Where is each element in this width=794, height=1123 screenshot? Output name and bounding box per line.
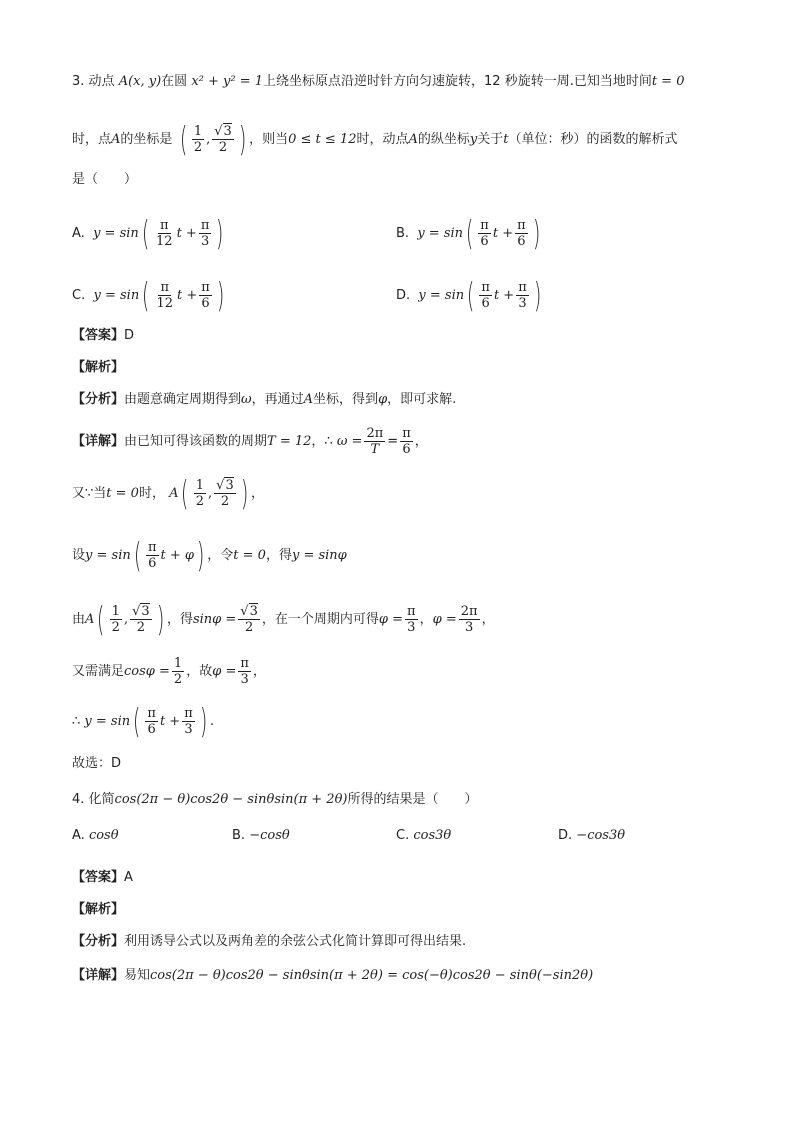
omega: ω (241, 392, 252, 407)
text: 所得的结果是（ ） (347, 792, 478, 807)
num: π (200, 218, 210, 233)
text: 在圆 (161, 74, 188, 89)
text: 易知 (124, 968, 151, 983)
radicand: 3 (223, 124, 232, 139)
option-expr: y = sin (417, 226, 464, 241)
den: 12 (156, 234, 173, 249)
option-label: A. (72, 226, 85, 241)
text: （单位：秒）的函数的解析式 (508, 132, 678, 147)
text: 的纵坐标 (417, 132, 470, 147)
num: 1 (195, 478, 205, 493)
point-A: A (303, 392, 314, 407)
num: 1 (173, 656, 183, 671)
phi-eq: φ = (212, 664, 237, 679)
text: 时，动点 (356, 132, 409, 147)
therefore: ∴ (72, 714, 81, 729)
radicand: 3 (225, 478, 234, 493)
num: 1 (111, 604, 120, 619)
text: 关于 (477, 132, 504, 147)
text: 4. 化简 (72, 792, 115, 807)
option-label: D. (396, 288, 411, 303)
xiangjie-tag: 【详解】 (72, 434, 125, 449)
q4-analysis-tag (72, 900, 124, 920)
num: π (407, 604, 416, 619)
var-t: t (503, 132, 509, 147)
period-mark: . (210, 714, 215, 729)
den: 6 (481, 296, 490, 311)
ysin: y = sin (85, 548, 131, 563)
option-label: D. (558, 828, 573, 843)
num: π (147, 540, 157, 555)
option-label: C. (72, 288, 86, 303)
den: 6 (201, 296, 210, 311)
q4-expr: cos(2π − θ)cos2θ − sinθsin(π + 2θ) (114, 792, 348, 807)
text: 又需满足 (72, 664, 125, 679)
num: π (517, 218, 526, 233)
point-A-xy: A(x, y) (118, 74, 162, 89)
t-equals-zero: t = 0 (106, 486, 139, 501)
period-T: T = 12 (267, 434, 312, 449)
comma: ， (481, 612, 495, 627)
text: ，故 (186, 664, 213, 679)
q3-option-D: D. y = sin( $\frac{\pi}{6}$ t + $\frac{\pi}{3}$ ) (396, 275, 542, 316)
option-expr: y = sin (93, 288, 140, 303)
t-range: 0 ≤ t ≤ 12 (288, 132, 357, 147)
num: π (184, 706, 193, 721)
comma: ， (252, 664, 266, 679)
den: 2 (111, 620, 120, 635)
den: 2 (220, 494, 230, 509)
answer-value: D (124, 328, 135, 343)
xiangjie-tag: 【详解】 (72, 968, 125, 983)
text: 是（ ） (72, 172, 138, 187)
den: 3 (407, 620, 416, 635)
q4-option-A (72, 826, 119, 846)
comma: ， (251, 486, 265, 501)
text: ， (419, 612, 433, 627)
plus-phi: t + φ (160, 548, 195, 563)
text: 时， (138, 486, 165, 501)
q3-choose (72, 754, 121, 774)
q3-xiangjie-line-6: ∴ y = sin( $\frac{\pi}{6}$ t + $\frac{\pi}{3}$ ) . (72, 701, 215, 742)
den: 6 (402, 442, 411, 457)
den: 3 (184, 722, 193, 737)
option-val: cosθ (88, 828, 119, 843)
q4-answer (72, 868, 133, 888)
q4-xiangjie (72, 966, 593, 986)
text: ，则当 (249, 132, 289, 147)
sinphi: sinφ = (192, 612, 237, 627)
option-expr: y = sin (418, 288, 465, 303)
t-equals-zero: t = 0 (233, 548, 266, 563)
text: 由题意确定周期得到 (124, 392, 242, 407)
den: 2 (136, 620, 146, 635)
num: π (518, 280, 527, 295)
phi-eq: φ = (432, 612, 457, 627)
phi: φ (378, 392, 388, 407)
omega-eq: ω = (336, 434, 363, 449)
q3-stem-line-3 (72, 170, 137, 190)
num: π (240, 656, 249, 671)
t-equals-zero: t = 0 (651, 74, 685, 89)
text: ，在一个周期内可得 (261, 612, 379, 627)
fenxi-tag: 【分析】 (72, 392, 125, 407)
num: π (402, 426, 411, 441)
q3-xiangjie-line-4: 由A( $\frac{1}{2}$ , $\frac{√3}{2}$ ) ，得sinφ = $\frac{√3}{2}$ ，在一个周期内可得φ = $\frac{\pi}{3}$ ，φ = $\frac{2\pi}{3}$ ， (72, 599, 495, 640)
option-label: A. (72, 828, 85, 843)
num: π (481, 280, 490, 295)
frac-sqrt3-over-2 (212, 124, 234, 155)
cosphi: cosφ = (124, 664, 170, 679)
text: ，∴ (311, 434, 333, 449)
q4-option-B (232, 826, 290, 846)
text: 时，点 (72, 132, 112, 147)
q3-analysis-tag (72, 358, 124, 378)
text: ，得 (166, 612, 193, 627)
num: π (147, 706, 156, 721)
q4-stem (72, 790, 478, 810)
option-val: −cos3θ (576, 828, 626, 843)
text: 又∵当 (72, 486, 107, 501)
var-y: y (469, 132, 478, 147)
q3-fenxi (72, 390, 456, 410)
radicand: 3 (249, 604, 258, 619)
q3-xiangjie-line-5 (72, 656, 266, 687)
option-expr: y = sin (93, 226, 139, 241)
den: 6 (147, 722, 156, 737)
q3-stem-line-2: 时，点A的坐标是 ( $\frac{1}{2}$ , $\frac{√3}{2}$ ) ，则当0 ≤ t ≤ 12时，动点A的纵坐标y关于t（单位：秒）的函数的解析式 (72, 119, 678, 160)
q3-stem-line-1 (72, 72, 684, 92)
text: 上绕坐标原点沿逆时针方向匀速旋转，12 秒旋转一周.已知当地时间 (263, 74, 652, 89)
text: 由 (72, 612, 86, 627)
frac-half (192, 124, 204, 155)
den: 2 (173, 672, 183, 687)
q3-option-C: C. y = sin( $\frac{\pi}{12}$ t + $\frac{\pi}{6}$ ) (72, 275, 225, 316)
point-A: A (408, 132, 418, 147)
option-label: B. (396, 226, 410, 241)
q4-option-D (558, 826, 625, 846)
comma: ， (414, 434, 428, 449)
paren-right: ) (238, 119, 247, 160)
den: 2 (193, 140, 203, 155)
num: π (160, 218, 169, 233)
choose-text: 故选：D (72, 756, 122, 771)
den: 2 (218, 140, 228, 155)
eq: = (387, 434, 399, 449)
q4-fenxi (72, 932, 466, 952)
text: 坐标，得到 (313, 392, 379, 407)
option-val: −cosθ (249, 828, 290, 843)
option-val: cos3θ (413, 828, 452, 843)
text: 的坐标是 (120, 132, 173, 147)
q3-xiangjie-line-3: 设y = sin( $\frac{\pi}{6}$ t + φ) ，令t = 0，得y = sinφ (72, 535, 347, 576)
num: π (160, 280, 169, 295)
num: 2π (460, 604, 478, 619)
num: π (480, 218, 489, 233)
den: 2 (195, 494, 205, 509)
num: π (201, 280, 210, 295)
den: 6 (480, 234, 489, 249)
phi-eq: φ = (378, 612, 404, 627)
analysis-tag: 【解析】 (72, 902, 125, 917)
den: 12 (156, 296, 173, 311)
y-sinphi: y = sinφ (291, 548, 347, 563)
answer-value: A (124, 870, 133, 885)
num: 1 (193, 124, 203, 139)
analysis-tag: 【解析】 (72, 360, 125, 375)
radicand: 3 (141, 604, 150, 619)
fenxi-tag: 【分析】 (72, 934, 125, 949)
num: 2π (366, 426, 384, 441)
text: ，得 (265, 548, 292, 563)
answer-tag: 【答案】 (72, 328, 125, 343)
den: 3 (240, 672, 249, 687)
answer-tag: 【答案】 (72, 870, 125, 885)
q3-xiangjie-line-2: 又∵当t = 0时， A( $\frac{1}{2}$ , $\frac{√3}{2}$ ) ， (72, 473, 265, 514)
text: ，再通过 (251, 392, 304, 407)
q4-xj-expr: cos(2π − θ)cos2θ − sinθsin(π + 2θ) = cos(−θ)cos2θ − sinθ(−sin2θ) (150, 968, 594, 983)
q3-answer (72, 326, 134, 346)
den: 6 (148, 556, 157, 571)
point-A: A (85, 612, 95, 627)
q3-stem-text: 3. 动点 (72, 74, 115, 89)
paren-left: ( (179, 119, 187, 160)
point-A: A (169, 486, 179, 501)
option-label: C. (396, 828, 410, 843)
point-A: A (111, 132, 121, 147)
den: 2 (244, 620, 254, 635)
text: 设 (72, 548, 86, 563)
den: T (370, 442, 380, 457)
den: 3 (200, 234, 210, 249)
text: 由已知可得该函数的周期 (124, 434, 268, 449)
num: √3 (214, 124, 232, 139)
q3-option-A: A. y = sin( $\frac{\pi}{12}$ t + $\frac{\pi}{3}$ ) (72, 213, 224, 254)
den: 3 (518, 296, 527, 311)
q3-option-B: B. y = sin( $\frac{\pi}{6}$ t + $\frac{\pi}{6}$ ) (396, 213, 540, 254)
den: 6 (517, 234, 526, 249)
ysin: y = sin (84, 714, 131, 729)
q3-xiangjie-line-1 (72, 426, 428, 457)
q4-option-C (396, 826, 451, 846)
text: ，即可求解. (387, 392, 457, 407)
den: 3 (465, 620, 474, 635)
option-label: B. (232, 828, 246, 843)
text: ，令 (207, 548, 234, 563)
fenxi-text: 利用诱导公式以及两角差的余弦公式化简计算即可得出结果. (124, 934, 467, 949)
circle-equation: x² + y² = 1 (191, 74, 264, 89)
